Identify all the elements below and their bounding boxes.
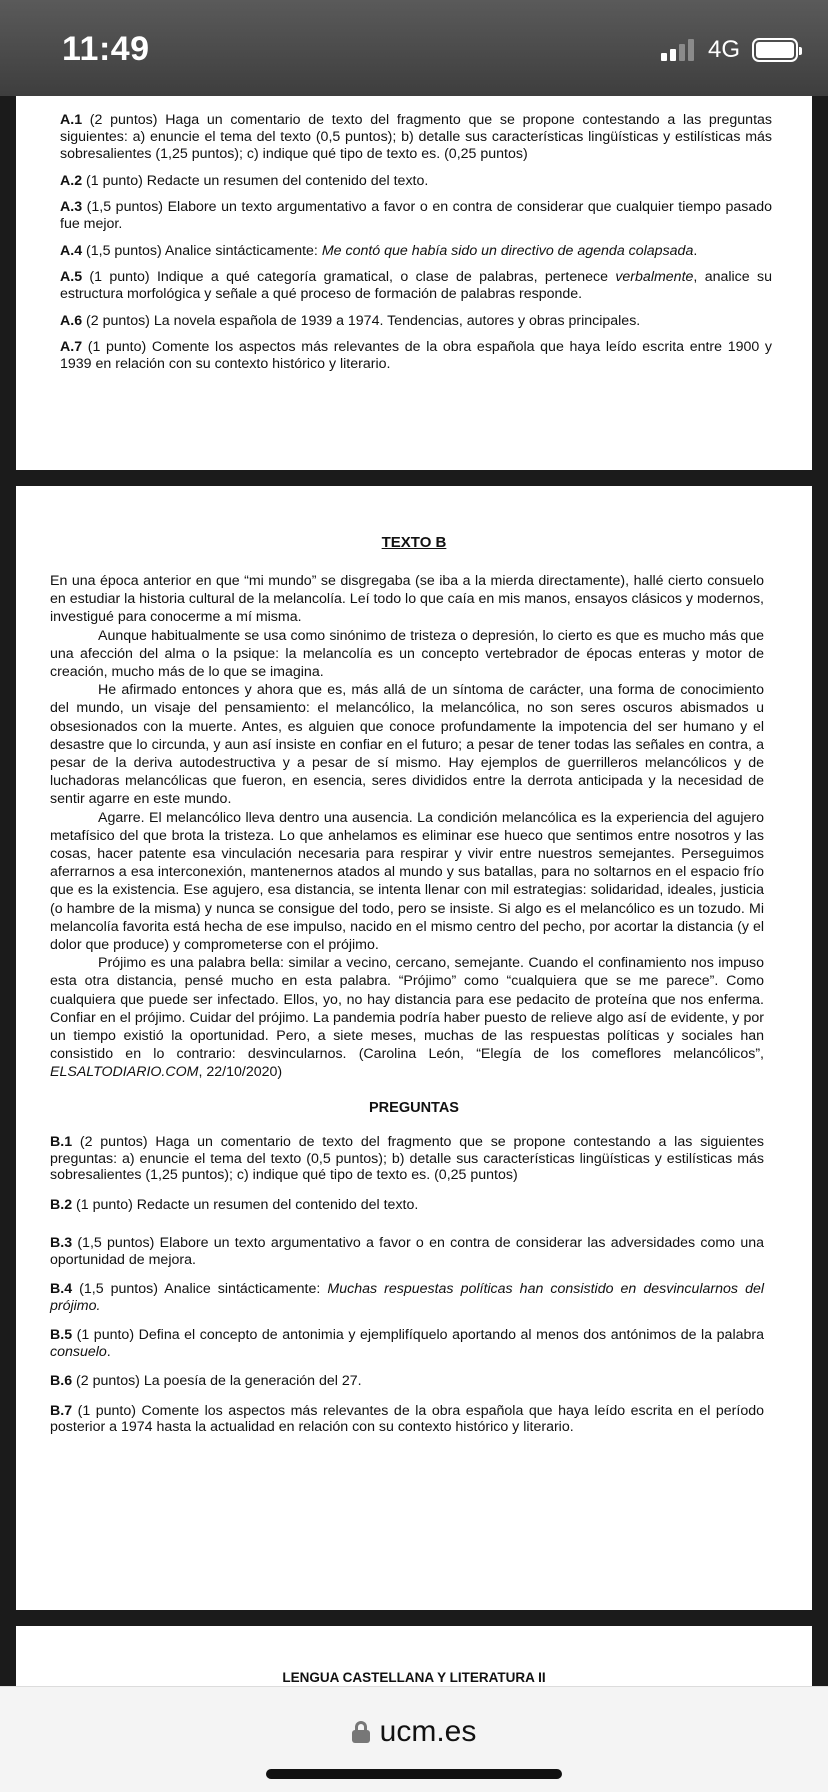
questions-b-list — [50, 1134, 764, 1449]
url-text: ucm.es — [379, 1715, 477, 1748]
status-bar — [0, 0, 828, 96]
question-a6: A.6 (2 puntos) La novela española de 1939 a 1974. Tendencias, autores y obras principales. — [60, 312, 641, 329]
preguntas-title: PREGUNTAS — [369, 1100, 459, 1116]
texto-paragraph-1: En una época anterior en que “mi mundo” se disgregaba (se iba a la mierda directamente), hallé cierto consuelo en estudiar la historia cultural de la melancolía. Leí todo lo que caía en mis manos, ensayos clásicos y modernos, investigué para conocerme a mí misma. — [50, 573, 764, 626]
texto-paragraph-3: He afirmado entonces y ahora que es, más allá de un síntoma de carácter, una forma de conocimiento del mundo, un visaje del pensamiento: el melancólico, la melancólica, no son seres oscuros abismados u obsesionados con la muerte. Antes, es alguien que conoce profundamente la impotencia del ser humano y el desastre que lo circunda, y aun así insiste en confiar en el futuro; a pesar de tener todas las señales en contra, a pesar de la deriva autodestructiva y a pesar de sí mismo. Hay ejemplos de guerrilleros melancólicos y de luchadoras melancólicas que fueron, en esencia, seres divididos entre la derrota anticipada y la necesidad de sentir agarre en este mundo. — [50, 682, 764, 808]
cellular-signal-icon — [661, 39, 694, 61]
page-3-heading: LENGUA CASTELLANA Y LITERATURA II — [282, 1670, 546, 1685]
citation-source: ELSALTODIARIO.COM — [50, 1064, 199, 1081]
question-a2: A.2 (1 punto) Redacte un resumen del contenido del texto. — [60, 172, 429, 189]
document-page-2 — [16, 486, 812, 1610]
question-b6: B.6 (2 puntos) La poesía de la generación del 27. — [50, 1373, 362, 1389]
question-a4: A.4 (1,5 puntos) Analice sintácticamente: Me contó que había sido un directivo de agenda colapsada. — [60, 242, 698, 259]
question-a3: A.3 (1,5 puntos) Elabore un texto argumentativo a favor o en contra de considerar que cualquier tiempo pasado fue mejor. — [60, 199, 772, 232]
question-a7: A.7 (1 punto) Comente los aspectos más relevantes de la obra española que haya leído escrita entre 1900 y 1939 en relación con su contexto histórico y literario. — [60, 339, 772, 372]
question-b2: B.2 (1 punto) Redacte un resumen del contenido del texto. — [50, 1196, 419, 1213]
texto-paragraph-2: Aunque habitualmente se usa como sinónimo de tristeza o depresión, lo cierto es que es mucho más que una afección del alma o la psique: la melancolía es un concepto vertebrador de épocas enteras y motor de creación, mucho más de lo que se imagina. — [50, 627, 764, 681]
texto-paragraph-4: Agarre. El melancólico lleva dentro una ausencia. La condición melancólica es la experiencia del agujero metafísico del que brota la tristeza. Lo que anhelamos es eliminar ese hueco que sentimos entre nosotros y las cosas, hacer patente esa vinculación necesaria para respirar y vivir entre nuestros semejantes. Perseguimos aferrarnos a esa interconexión, mantenernos atados al mundo y sus batallas, para no soltarnos en el espacio frío que es la existencia. Ese agujero, esa distancia, se intenta llenar con mil estrategias: solidaridad, ideales, justicia (o hambre de la misma) y nunca se consigue del todo, pero se insiste. Si algo es el melancólico es un tozudo. Mi melancolía favorita está hecha de ese impulso, nacido en el mismo centro del pecho, por acortar la distancia (y el dolor que produce) y comprometerse con el prójimo. — [50, 809, 764, 954]
url-field[interactable] — [0, 1715, 828, 1749]
questions-a-list — [60, 112, 772, 383]
browser-url-bar[interactable] — [0, 1686, 828, 1792]
texto-b-body — [50, 572, 764, 1082]
texto-b-title: TEXTO B — [381, 534, 447, 551]
question-b5: B.5 (1 punto) Defina el concepto de antonimia y ejemplifíquelo aportando al menos dos antónimos de la palabra consuelo. — [50, 1327, 764, 1360]
battery-icon — [752, 38, 798, 62]
status-indicators — [661, 36, 798, 64]
home-indicator[interactable] — [266, 1769, 562, 1779]
texto-paragraph-5: Prójimo es una palabra bella: similar a vecino, cercano, semejante. Cuando el confinamiento nos impuso esta otra distancia, pensé mucho en esta palabra. “Prójimo” como “cualquiera que se me parece”. Como cualquiera que puede ser infectado. Ellos, yo, no hay distancia para ese pedacito de proteína que nos enferma. Confiar en el prójimo. Cuidar del prójimo. La pandemia podría haber puesto de relieve algo así de evidente, y por un tiempo existió la oportunidad. Pero, a siete meses, muchas de las respuestas políticas y sociales han consistido en lo contrario: desvincularnos. (Carolina León, “Elegía de los comeflores melancólicos”, ELSALTODIARIO.COM, 22/10/2020) — [50, 955, 764, 1081]
question-a1: A.1 (2 puntos) Haga un comentario de texto del fragmento que se propone contestando a las preguntas siguientes: a) enuncie el tema del texto (0,5 puntos); b) detalle sus características lingüísticas y estilísticas más sobresalientes (1,25 puntos); c) indique qué tipo de texto es. (0,25 puntos) — [60, 112, 772, 162]
network-type: 4G — [707, 36, 740, 63]
lock-icon — [352, 1721, 370, 1743]
question-a5: A.5 (1 punto) Indique a qué categoría gramatical, o clase de palabras, pertenece verbalmente, analice su estructura morfológica y señale a qué proceso de formación de palabras responde. — [60, 269, 772, 302]
question-b3: B.3 (1,5 puntos) Elabore un texto argumentativo a favor o en contra de considerar las adversidades como una oportunidad de mejora. — [50, 1235, 764, 1268]
question-b1: B.1 (2 puntos) Haga un comentario de texto del fragmento que se propone contestando a las siguientes preguntas: a) enuncie el tema del texto (0,5 puntos); b) detalle sus características lingüísticas y estilísticas más sobresalientes (1,25 puntos); c) indique qué tipo de texto es. (0,25 puntos) — [50, 1134, 764, 1183]
question-b7: B.7 (1 punto) Comente los aspectos más relevantes de la obra española que haya leído escrita en el período posterior a 1974 hasta la actualidad en relación con su contexto histórico y literario. — [50, 1402, 764, 1435]
question-b4: B.4 (1,5 puntos) Analice sintácticamente: Muchas respuestas políticas han consistido en desvincularnos del prójimo. — [50, 1281, 764, 1314]
document-page-1 — [16, 96, 812, 470]
status-time: 11:49 — [62, 30, 150, 68]
